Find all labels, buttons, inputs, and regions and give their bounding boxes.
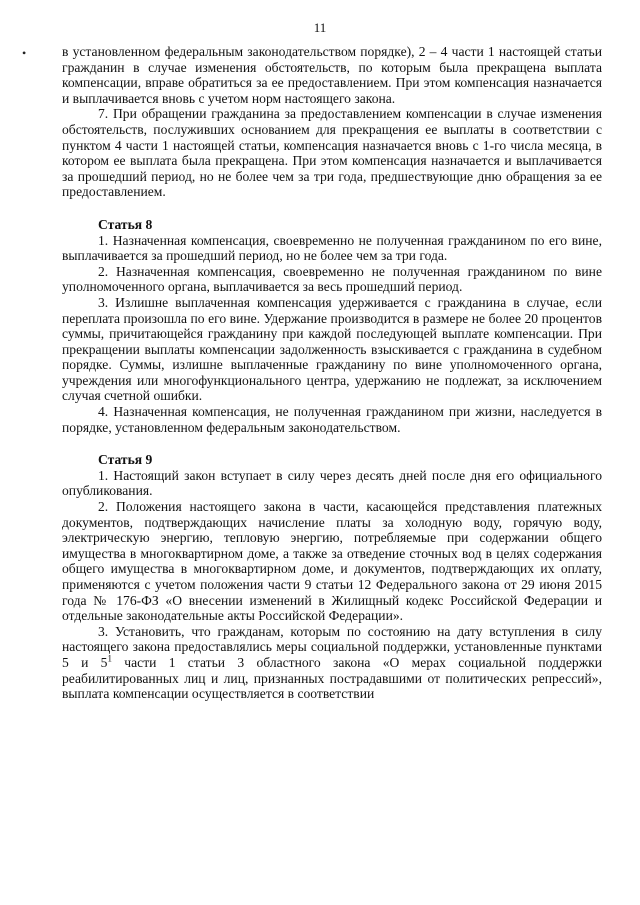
paragraph-continuation: в установленном федеральным законодательством порядке), 2 – 4 части 1 настоящей статьи гражданин в случае изменения обстоятельств, по которым была прекращена выплата компенсации, вправе обратиться за ее предоставлением. При этом компенсация назначается и выплачивается вновь с учетом норм настоящего закона.: [62, 44, 602, 106]
article-8-item-1: 1. Назначенная компенсация, своевременно не полученная гражданином по его вине, выплачивается за прошедший период, но не более чем за три года.: [62, 232, 602, 264]
article-8-item-4: 4. Назначенная компенсация, не полученная гражданином при жизни, наследуется в порядке, установленном федеральным законодательством.: [62, 404, 602, 435]
article-9-item-2: 2. Положения настоящего закона в части, касающейся представления платежных документов, подтверждающих начисление платы за холодную воду, горячую воду, электрическую энергию, тепловую энергию, потребляемые при содержании общего имущества в многоквартирном доме, а также за отведение сточных вод в целях содержания общего имущества в многоквартирном доме, и документов, подтверждающих их оплату, применяются с учетом положения части 9 статьи 12 Федерального закона от 29 июня 2015 года № 176-ФЗ «О внесении изменений в Жилищный кодекс Российской Федерации и отдельные законодательные акты Российской Федерации».: [62, 499, 602, 624]
article-9-heading: Статья 9: [98, 452, 153, 468]
article-8-heading: Статья 8: [98, 216, 153, 232]
page-number: 11: [313, 20, 327, 35]
article-8-item-3: 3. Излишне выплаченная компенсация удерживается с гражданина в случае, если переплата произошла по его вине. Удержание производится в размере не более 20 процентов суммы, причитающейся гражданину при каждой последующей выплате компенсации. При прекращении выплаты компенсации задолженность взыскивается с гражданина в судебном порядке. Суммы, излишне выплаченные гражданину по вине уполномоченного органа, учреждения или многофункционального центра, удержанию не подлежат, за исключением случая счетной ошибки.: [62, 294, 602, 404]
article-9-item-3-text-a: 3. Установить, что гражданам, которым по состоянию на дату вступления в силу настоящего закона предоставлялись меры социальной поддержки, установленные пунктами 5 и 5: [62, 623, 602, 670]
paragraph-item-7: 7. При обращении гражданина за предоставлением компенсации в случае изменения обстоятельств, послуживших основанием для прекращения ее выплаты в соответствии с пунктом 4 части 1 настоящей статьи, компенсация назначается вновь с 1-го числа месяца, в котором ее выплата была прекращена. При этом компенсация назначается и выплачивается за прошедший период, но не более чем за три года, предшествующие дню обращения за ее предоставлением.: [62, 106, 602, 200]
superscript: 1: [107, 653, 112, 664]
article-9-item-3-text-b: части 1 статьи 3 областного закона «О мерах социальной поддержки реабилитированных лиц и лиц, признанных пострадавшими от политических репрессий», выплата компенсации осуществляется в соответствии: [62, 654, 603, 702]
article-9-item-3: [62, 624, 602, 702]
document-body: [62, 44, 602, 702]
article-9-item-1: 1. Настоящий закон вступает в силу через десять дней после дня его официального опубликования.: [62, 467, 602, 499]
article-8-item-2: 2. Назначенная компенсация, своевременно не полученная гражданином по вине уполномоченного органа, выплачивается за весь прошедший период.: [62, 263, 602, 295]
margin-mark: •: [22, 46, 27, 60]
